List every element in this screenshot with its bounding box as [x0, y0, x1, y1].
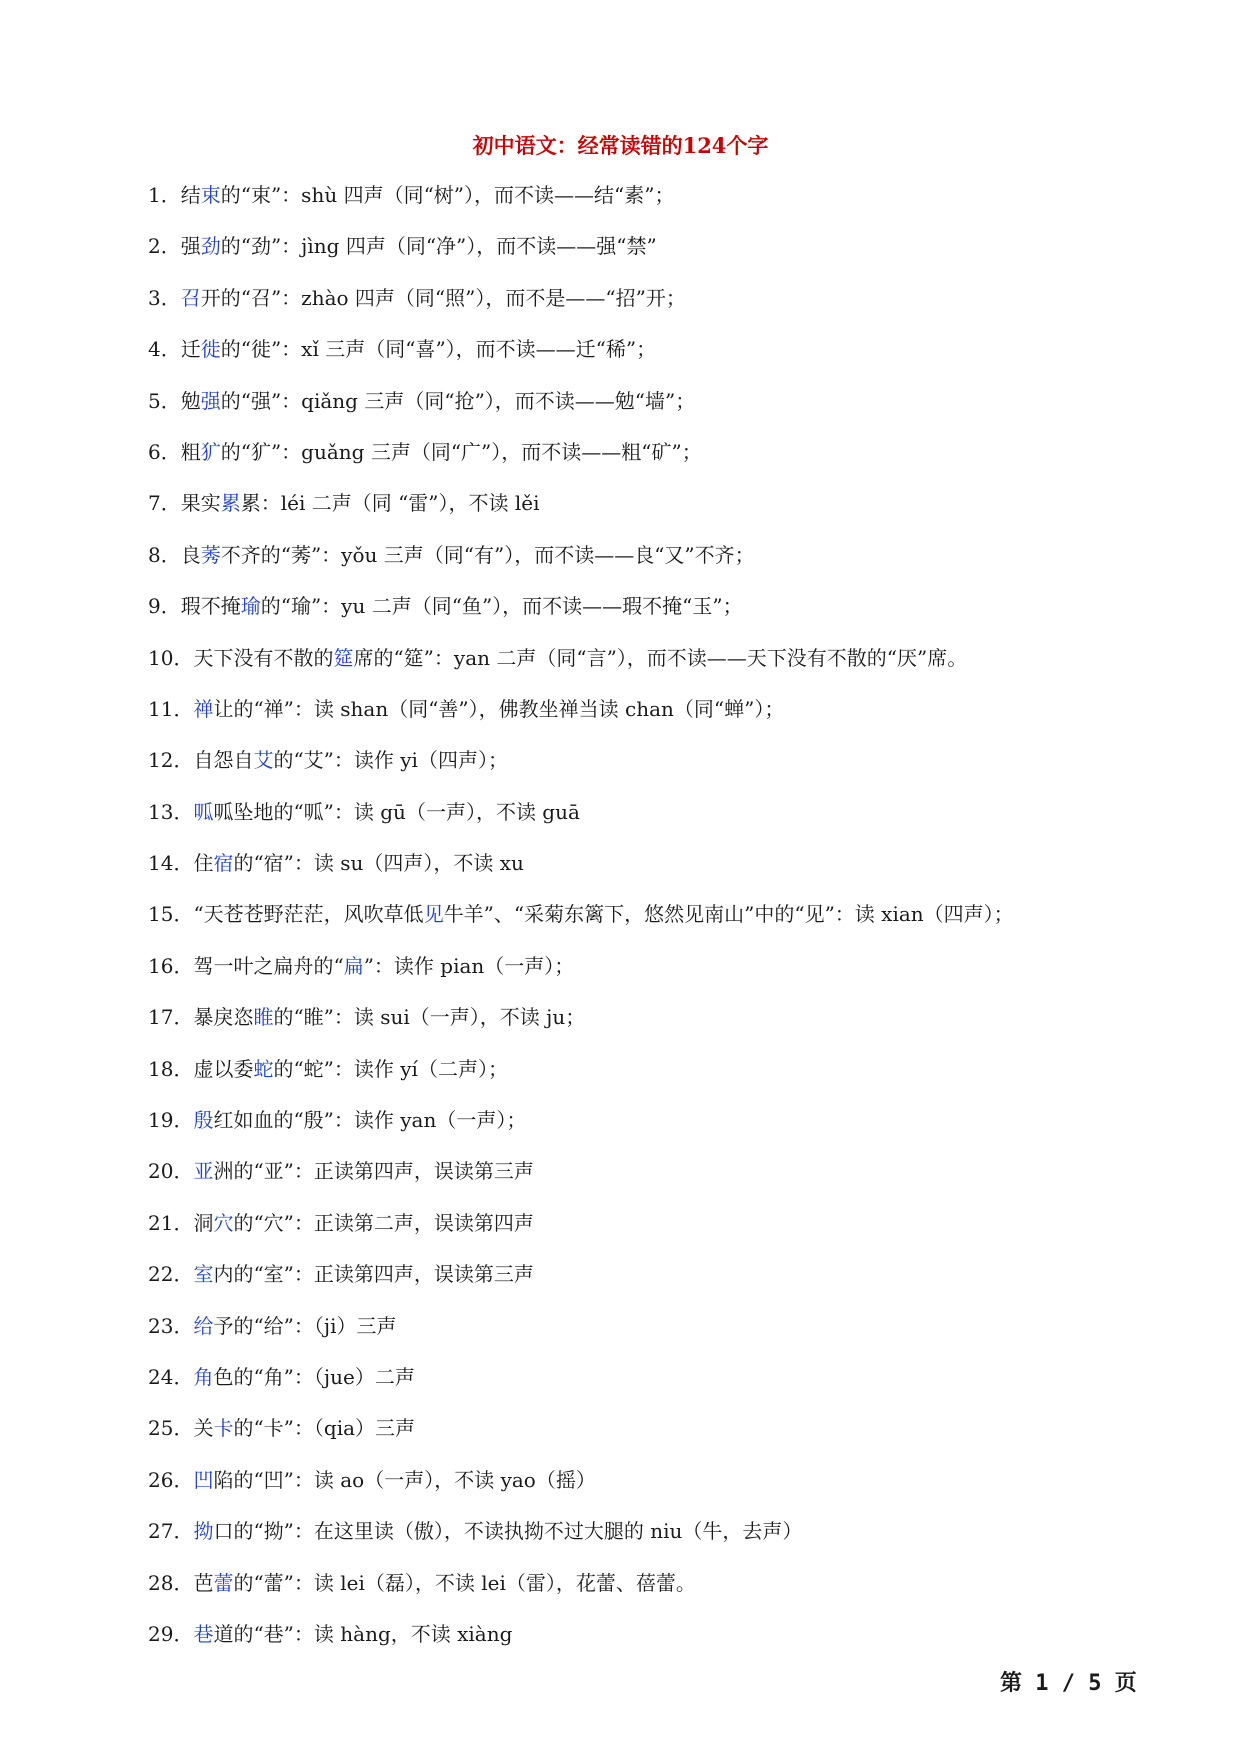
- list-item-number: 27．: [148, 1519, 194, 1544]
- list-item: [148, 486, 1188, 537]
- list-item-number: 13．: [148, 799, 194, 824]
- list-item-text: 天下没有不散的: [193, 645, 334, 670]
- list-item-text: 洞: [193, 1210, 214, 1235]
- list-item-number: 22．: [148, 1262, 194, 1287]
- list-item-text: 道的“巷”：读 hàng，不读 xiàng: [213, 1621, 513, 1646]
- list-item-text: 洲的“亚”：正读第四声，误读第三声: [213, 1159, 534, 1184]
- list-item-text: 予的“给”：（ji）三声: [213, 1313, 397, 1338]
- list-item: [148, 897, 1188, 948]
- list-item-text: 虚以委: [193, 1056, 254, 1081]
- highlighted-character: 强: [200, 388, 221, 413]
- list-item: [148, 435, 1188, 486]
- list-item: [148, 1000, 1188, 1051]
- list-item: [148, 1154, 1188, 1205]
- list-item-text: 关: [193, 1416, 214, 1441]
- list-item-text: 的“犷”：guǎng 三声（同“广”），而不读——粗“矿”；: [220, 439, 702, 464]
- list-item-text: 良: [180, 542, 201, 567]
- list-item: [148, 1257, 1188, 1308]
- list-item-number: 14．: [148, 851, 194, 876]
- list-item: [148, 281, 1188, 332]
- list-item-text: 的“强”：qiǎng 三声（同“抢”），而不读——勉“墙”；: [220, 388, 696, 413]
- list-item-number: 8．: [148, 542, 181, 567]
- list-item-text: 驾一叶之扁舟的“: [193, 953, 344, 978]
- list-item-text: 的“束”：shù 四声（同“树”），而不读——结“素”；: [220, 183, 675, 207]
- list-item-text: ”：读作 pian（一声）；: [363, 953, 575, 978]
- page-number: 第 1 / 5 页: [1000, 1671, 1137, 1696]
- list-item-text: 内的“室”：正读第四声，误读第三声: [213, 1262, 534, 1287]
- list-item-number: 24．: [148, 1364, 194, 1389]
- list-item-number: 2．: [148, 234, 181, 259]
- list-item-number: 23．: [148, 1313, 194, 1338]
- list-item: [148, 589, 1188, 640]
- list-item-text: 芭: [193, 1570, 214, 1595]
- list-item-text: 的“劲”：jìng 四声（同“净”），而不读——强“禁”: [220, 234, 657, 259]
- list-item: [148, 1309, 1188, 1360]
- highlighted-character: 召: [180, 285, 201, 310]
- list-item-text: 的“宿”：读 su（四声），不读 xu: [233, 851, 524, 876]
- list-item: [148, 795, 1188, 846]
- highlighted-character: 徙: [200, 337, 221, 362]
- list-item-number: 15．: [148, 902, 194, 927]
- list-item-number: 1．: [148, 183, 181, 207]
- list-item-number: 4．: [148, 337, 181, 362]
- list-item-text: 累：léi 二声（同 “雷”），不读 lěi: [240, 491, 540, 516]
- list-item-text: 红如血的“殷”：读作 yan（一声）；: [213, 1108, 527, 1133]
- list-item-number: 9．: [148, 594, 181, 619]
- list-item-text: 的“睢”：读 sui（一声），不读 ju；: [273, 1005, 586, 1030]
- highlighted-character: 瑜: [240, 594, 261, 619]
- list-item-number: 20．: [148, 1159, 194, 1184]
- list-item-number: 7．: [148, 491, 181, 516]
- list-item-number: 29．: [148, 1621, 194, 1646]
- list-item-text: 不齐的“莠”：yǒu 三声（同“有”），而不读——良“又”不齐；: [220, 542, 755, 567]
- highlighted-character: 束: [200, 183, 221, 207]
- list-item: [148, 692, 1188, 743]
- highlighted-character: 累: [220, 491, 241, 516]
- list-item-text: “天苍苍野茫茫，风吹草低: [193, 902, 424, 927]
- list-item-text: 的“艾”：读作 yi（四声）；: [273, 748, 508, 773]
- list-item-text: 色的“角”：（jue）二声: [213, 1364, 415, 1389]
- highlighted-character: 禅: [193, 696, 214, 721]
- list-item-number: 6．: [148, 439, 181, 464]
- list-item-text: 的“卡”：（qia）三声: [233, 1416, 416, 1441]
- highlighted-character: 拗: [193, 1519, 214, 1544]
- list-item-text: 瑕不掩: [180, 594, 241, 619]
- list-item-text: 呱坠地的“呱”：读 gū（一声），不读 guā: [213, 799, 580, 824]
- highlighted-character: 穴: [213, 1210, 234, 1235]
- list-item: [148, 229, 1188, 280]
- list-item-text: 的“蕾”：读 lei（磊），不读 lei（雷），花蕾、蓓蕾。: [233, 1570, 696, 1595]
- list-item: [148, 332, 1188, 383]
- list-item-text: 迁: [180, 337, 201, 362]
- list-item-number: 12．: [148, 748, 194, 773]
- list-item-text: 果实: [180, 491, 221, 516]
- highlighted-character: 殷: [193, 1108, 214, 1133]
- list-item-text: 粗: [180, 439, 201, 464]
- highlighted-character: 室: [193, 1262, 214, 1287]
- highlighted-character: 呱: [193, 799, 214, 824]
- highlighted-character: 劲: [200, 234, 221, 259]
- list-item-text: 牛羊”、“采菊东篱下，悠然见南山”中的“见”：读 xian（四声）；: [443, 902, 1014, 927]
- list-item-number: 17．: [148, 1005, 194, 1030]
- list-item: [148, 641, 1188, 692]
- list-item: [148, 1103, 1188, 1154]
- highlighted-character: 艾: [253, 748, 274, 773]
- list-item-number: 5．: [148, 388, 181, 413]
- list-item: [148, 949, 1188, 1000]
- highlighted-character: 蛇: [253, 1056, 274, 1081]
- list-item: [148, 1206, 1188, 1257]
- highlighted-character: 见: [423, 902, 444, 927]
- list-item-number: 3．: [148, 285, 181, 310]
- list-item: [148, 1514, 1188, 1565]
- highlighted-character: 睢: [253, 1005, 274, 1030]
- list-item-text: 自怨自: [193, 748, 254, 773]
- list-item-text: 的“徙”：xǐ 三声（同“喜”），而不读——迁“稀”；: [220, 337, 657, 362]
- list-item: [148, 846, 1188, 897]
- list-item: [148, 1617, 1188, 1668]
- list-item-text: 口的“拗”：在这里读（傲），不读执拗不过大腿的 niu（牛，去声）: [213, 1519, 803, 1544]
- highlighted-character: 巷: [193, 1621, 214, 1646]
- list-item-number: 16．: [148, 953, 194, 978]
- list-item-number: 11．: [148, 696, 194, 721]
- list-item: [148, 743, 1188, 794]
- list-item: [148, 1360, 1188, 1411]
- highlighted-character: 给: [193, 1313, 214, 1338]
- list-item-text: 的“瑜”：yu 二声（同“鱼”），而不读——瑕不掩“玉”；: [260, 594, 743, 619]
- highlighted-character: 宿: [213, 851, 234, 876]
- list-item-text: 结: [180, 183, 201, 207]
- list-item: [148, 1566, 1188, 1617]
- highlighted-character: 角: [193, 1364, 214, 1389]
- list-item: [148, 384, 1188, 435]
- list-item-number: 19．: [148, 1108, 194, 1133]
- list-item-number: 25．: [148, 1416, 194, 1441]
- list-item: [148, 538, 1188, 589]
- highlighted-character: 扁: [343, 953, 364, 978]
- highlighted-character: 亚: [193, 1159, 214, 1184]
- list-item-number: 28．: [148, 1570, 194, 1595]
- list-item-text: 席的“筵”：yan 二声（同“言”），而不读——天下没有不散的“厌”席。: [353, 645, 968, 670]
- list-item-number: 18．: [148, 1056, 194, 1081]
- entry-list: [148, 178, 1188, 1668]
- list-item: [148, 1052, 1188, 1103]
- highlighted-character: 蕾: [213, 1570, 234, 1595]
- list-item: [148, 178, 1188, 229]
- list-item-text: 住: [193, 851, 214, 876]
- list-item-number: 21．: [148, 1210, 194, 1235]
- list-item-text: 开的“召”：zhào 四声（同“照”），而不是——“招”开；: [200, 285, 686, 310]
- list-item: [148, 1463, 1188, 1514]
- list-item-text: 的“穴”：正读第二声，误读第四声: [233, 1210, 534, 1235]
- highlighted-character: 犷: [200, 439, 221, 464]
- highlighted-character: 凹: [193, 1467, 214, 1492]
- list-item-number: 10．: [148, 645, 194, 670]
- list-item-text: 陷的“凹”：读 ao（一声），不读 yao（摇）: [213, 1467, 596, 1492]
- page-title: 初中语文：经常读错的124个字: [472, 133, 769, 158]
- highlighted-character: 卡: [213, 1416, 234, 1441]
- list-item-text: 暴戾恣: [193, 1005, 254, 1030]
- list-item-text: 让的“禅”：读 shan（同“善”），佛教坐禅当读 chan（同“蝉”）；: [213, 696, 785, 721]
- list-item: [148, 1411, 1188, 1462]
- highlighted-character: 莠: [200, 542, 221, 567]
- list-item-text: 的“蛇”：读作 yí（二声）；: [273, 1056, 508, 1081]
- list-item-text: 勉: [180, 388, 201, 413]
- highlighted-character: 筵: [333, 645, 354, 670]
- list-item-text: 强: [180, 234, 201, 259]
- list-item-number: 26．: [148, 1467, 194, 1492]
